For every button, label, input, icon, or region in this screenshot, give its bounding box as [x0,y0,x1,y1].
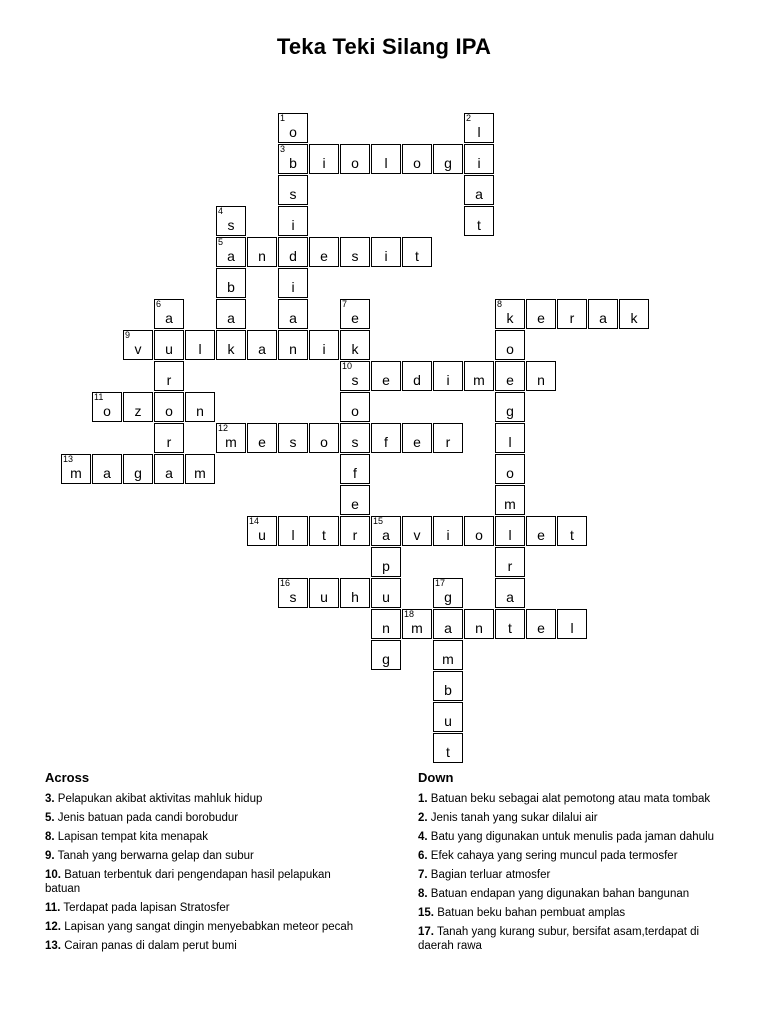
across-clue-list [45,792,365,953]
cell-letter: l [508,527,512,543]
crossword-cell[interactable] [526,361,556,391]
cell-letter: a [165,465,173,481]
cell-letter: e [320,248,328,264]
crossword-cell[interactable] [154,299,184,329]
clue-item [418,906,738,920]
cell-letter: l [477,124,481,140]
crossword-cell[interactable] [495,578,525,608]
crossword-cell[interactable] [557,299,587,329]
cell-letter: g [134,465,142,481]
crossword-cell[interactable] [278,268,308,298]
crossword-cell[interactable] [371,578,401,608]
crossword-cell[interactable] [464,206,494,236]
clue-item [418,925,738,953]
page-title: Teka Teki Silang IPA [276,34,492,59]
clue-number: 15 [373,516,384,526]
cell-letter: d [413,372,421,388]
cell-letter: e [537,527,545,543]
clue-number: 8. [418,888,428,900]
crossword-cell[interactable] [123,330,153,360]
cell-letter: o [289,124,297,140]
clue-text: Tanah yang berwarna gelap dan subur [54,850,254,862]
cell-letter: g [444,589,452,605]
cell-letter: h [351,589,359,605]
cell-letter: u [258,527,266,543]
crossword-cell[interactable] [154,423,184,453]
cell-letter: a [444,620,452,636]
crossword-cell[interactable] [185,454,215,484]
cell-letter: s [351,434,359,450]
crossword-cell[interactable] [464,361,494,391]
crossword-cell[interactable] [557,516,587,546]
cell-letter: i [446,527,450,543]
crossword-cell[interactable] [340,144,370,174]
crossword-cell[interactable] [433,144,463,174]
clue-item [418,849,738,863]
crossword-cell[interactable] [154,454,184,484]
cell-letter: k [227,341,235,357]
clue-number: 8 [497,299,503,309]
cell-letter: u [444,713,452,729]
cell-letter: u [382,589,390,605]
cell-letter: o [506,465,514,481]
cell-letter: i [291,217,295,233]
cell-letter: e [413,434,421,450]
cell-letter: o [413,155,421,171]
crossword-cell[interactable] [247,330,277,360]
crossword-cell[interactable] [464,113,494,143]
clue-text: Pelapukan akibat aktivitas mahluk hidup [54,793,263,805]
clue-item [418,811,738,825]
cell-letter: g [506,403,514,419]
cell-letter: r [166,372,172,388]
crossword-cell[interactable] [433,671,463,701]
cell-letter: e [537,310,545,326]
clue-item [45,849,365,863]
cell-letter: g [444,155,452,171]
crossword-cell[interactable] [123,392,153,422]
crossword-cell[interactable] [309,144,339,174]
clue-number: 3. [45,793,55,805]
cell-letter: t [415,248,419,264]
crossword-cell[interactable] [433,640,463,670]
crossword-cell[interactable] [464,516,494,546]
cell-letter: t [570,527,574,543]
cell-letter: a [103,465,111,481]
crossword-cell[interactable] [340,516,370,546]
crossword-cell[interactable] [278,113,308,143]
cell-letter: i [322,341,326,357]
crossword-cell[interactable] [340,299,370,329]
clue-number: 5 [218,237,224,247]
clue-number: 17 [435,578,446,588]
clue-text: Jenis tanah yang sukar dilalui air [427,812,598,824]
cell-letter: v [134,341,142,357]
cell-letter: s [351,248,359,264]
clue-number: 5. [45,812,55,824]
cell-letter: s [351,372,359,388]
clue-number: 12 [218,423,229,433]
cell-letter: l [198,341,202,357]
cell-letter: o [103,403,111,419]
crossword-cell[interactable] [402,237,432,267]
cell-letter: b [444,682,452,698]
crossword-cell[interactable] [278,237,308,267]
crossword-cell[interactable] [340,485,370,515]
crossword-cell[interactable] [464,175,494,205]
cell-letter: t [446,744,450,760]
cell-letter: m [70,465,82,481]
cell-letter: m [225,434,237,450]
clue-item [45,901,365,915]
across-heading: Across [45,770,90,785]
clue-number: 1. [418,793,428,805]
cell-letter: n [258,248,266,264]
cell-letter: t [322,527,326,543]
clue-number: 4 [218,206,224,216]
cell-letter: a [258,341,266,357]
clue-text: Batuan terbentuk dari pengendapan hasil pelapukan batuan [45,869,331,895]
crossword-cell[interactable] [371,547,401,577]
cell-letter: n [537,372,545,388]
cell-letter: p [382,558,390,574]
crossword-cell[interactable] [278,423,308,453]
cell-letter: m [442,651,454,667]
clue-item [418,792,738,806]
cell-letter: r [569,310,575,326]
clue-number: 13. [45,940,61,952]
clue-item [45,920,365,934]
crossword-cell[interactable] [433,702,463,732]
clue-number: 12. [45,921,61,933]
cell-letter: e [382,372,390,388]
crossword-cell[interactable] [216,299,246,329]
crossword-cell[interactable] [278,206,308,236]
cell-letter: u [165,341,173,357]
crossword-cell[interactable] [309,578,339,608]
cell-letter: s [289,434,297,450]
crossword-cell[interactable] [123,454,153,484]
clue-text: Batuan beku bahan pembuat amplas [434,907,626,919]
clue-item [418,887,738,901]
crossword-cell[interactable] [340,578,370,608]
cell-letter: r [166,434,172,450]
cell-letter: k [351,341,359,357]
clue-text: Batuan beku sebagai alat pemotong atau mata tombak [427,793,711,805]
clue-text: Batu yang digunakan untuk menulis pada jaman dahulu [427,831,715,843]
crossword-cell[interactable] [216,330,246,360]
cell-letter: m [473,372,485,388]
clue-number: 7. [418,869,428,881]
crossword-cell[interactable] [61,454,91,484]
clue-number: 16 [280,578,291,588]
crossword-cell[interactable] [216,423,246,453]
clue-number: 2. [418,812,428,824]
crossword-cell[interactable] [495,454,525,484]
cell-letter: l [570,620,574,636]
crossword-cell[interactable] [433,578,463,608]
cell-letter: a [599,310,607,326]
crossword-cell[interactable] [495,423,525,453]
cell-letter: d [289,248,297,264]
crossword-cell[interactable] [340,423,370,453]
cell-letter: o [320,434,328,450]
cell-letter: e [537,620,545,636]
cell-letter: a [289,310,297,326]
clue-item [45,811,365,825]
crossword-cell[interactable] [495,392,525,422]
clue-number: 4. [418,831,428,843]
clue-number: 10 [342,361,353,371]
crossword-cell[interactable] [495,330,525,360]
cell-letter: a [165,310,173,326]
crossword-cell[interactable] [340,237,370,267]
cell-letter: f [384,434,388,450]
crossword-cell[interactable] [340,392,370,422]
clue-number: 18 [404,609,415,619]
down-clue-list [418,792,738,953]
clue-number: 9. [45,850,55,862]
cell-letter: v [413,527,421,543]
crossword-cell[interactable] [216,237,246,267]
crossword-cell[interactable] [371,609,401,639]
crossword-cell[interactable] [402,361,432,391]
clue-text: Cairan panas di dalam perut bumi [61,940,237,952]
crossword-cell[interactable] [92,392,122,422]
crossword-cell[interactable] [495,485,525,515]
cell-letter: u [320,589,328,605]
clue-number: 7 [342,299,348,309]
crossword-cell[interactable] [247,516,277,546]
cell-letter: t [477,217,481,233]
crossword-cell[interactable] [526,609,556,639]
cell-letter: o [165,403,173,419]
clue-text: Lapisan yang sangat dingin menyebabkan meteor pecah [61,921,354,933]
crossword-cell[interactable] [278,144,308,174]
crossword-cell[interactable] [371,640,401,670]
clue-text: Terdapat pada lapisan Stratosfer [60,902,230,914]
cell-letter: n [289,341,297,357]
crossword-cell[interactable] [495,299,525,329]
clue-item [45,792,365,806]
cell-letter: i [291,279,295,295]
crossword-cell[interactable] [433,609,463,639]
clue-number: 13 [63,454,74,464]
crossword-cell[interactable] [526,516,556,546]
cell-letter: m [504,496,516,512]
down-heading: Down [418,770,454,785]
crossword-cell[interactable] [526,299,556,329]
cell-letter: n [475,620,483,636]
cell-letter: a [506,589,514,605]
clue-number: 10. [45,869,61,881]
clue-item [418,830,738,844]
cell-letter: k [630,310,638,326]
crossword-cell[interactable] [402,516,432,546]
crossword-cell[interactable] [309,237,339,267]
crossword-cell[interactable] [464,144,494,174]
crossword-cell[interactable] [495,361,525,391]
crossword-cell[interactable] [464,609,494,639]
cell-letter: f [353,465,357,481]
cell-letter: l [291,527,295,543]
cell-letter: e [351,496,359,512]
crossword-cell[interactable] [154,330,184,360]
crossword-cell[interactable] [433,733,463,763]
cell-letter: s [289,186,297,202]
cell-letter: e [258,434,266,450]
crossword-cell[interactable] [216,206,246,236]
clue-item [418,868,738,882]
clue-number: 1 [280,113,286,123]
clue-item [45,939,365,953]
crossword-cell[interactable] [247,423,277,453]
crossword-cell[interactable] [588,299,618,329]
crossword-cell[interactable] [247,237,277,267]
crossword-cell[interactable] [340,454,370,484]
cell-letter: r [352,527,358,543]
clue-text: Efek cahaya yang sering muncul pada termosfer [427,850,678,862]
crossword-cell[interactable] [216,268,246,298]
clue-number: 6. [418,850,428,862]
crossword-cell[interactable] [495,516,525,546]
down-clues [418,771,738,958]
clue-number: 8. [45,831,55,843]
cell-letter: b [227,279,235,295]
cell-letter: s [289,589,297,605]
cell-letter: e [351,310,359,326]
cell-letter: l [508,434,512,450]
cell-letter: z [134,403,142,419]
cell-letter: b [289,155,297,171]
crossword-cell[interactable] [371,423,401,453]
clue-text: Batuan endapan yang digunakan bahan bangunan [427,888,690,900]
cell-letter: a [382,527,390,543]
clue-text: Tanah yang kurang subur, bersifat asam,terdapat di daerah rawa [418,926,700,952]
crossword-cell[interactable] [557,609,587,639]
clue-item [45,830,365,844]
clue-number: 17. [418,926,434,938]
crossword-cell[interactable] [278,578,308,608]
clue-number: 15. [418,907,434,919]
clue-text: Jenis batuan pada candi borobudur [54,812,239,824]
cell-letter: i [446,372,450,388]
crossword-cell[interactable] [154,392,184,422]
cell-letter: i [384,248,388,264]
crossword-cell[interactable] [340,361,370,391]
crossword-cell[interactable] [433,516,463,546]
clue-number: 3 [280,144,286,154]
cell-letter: i [322,155,326,171]
clue-number: 6 [156,299,162,309]
crossword-cell[interactable] [371,516,401,546]
clue-number: 9 [125,330,131,340]
crossword-cell[interactable] [92,454,122,484]
crossword-cell[interactable] [185,330,215,360]
cell-letter: n [382,620,390,636]
crossword-cell[interactable] [433,361,463,391]
clue-text: Bagian terluar atmosfer [427,869,551,881]
clue-number: 2 [466,113,472,123]
crossword-cell[interactable] [619,299,649,329]
crossword-cell[interactable] [154,361,184,391]
cell-letter: r [507,558,513,574]
cell-letter: e [506,372,514,388]
crossword-cell[interactable] [278,330,308,360]
cell-letter: n [196,403,204,419]
cell-letter: a [475,186,483,202]
cell-letter: m [194,465,206,481]
crossword-cell[interactable] [278,175,308,205]
crossword-cell[interactable] [340,330,370,360]
cell-letter: o [475,527,483,543]
crossword-cell[interactable] [309,516,339,546]
crossword-cell[interactable] [278,299,308,329]
crossword-cell[interactable] [371,361,401,391]
crossword-cell[interactable] [495,609,525,639]
clue-text: Lapisan tempat kita menapak [54,831,209,843]
crossword-cell[interactable] [278,516,308,546]
crossword-cell[interactable] [371,237,401,267]
cell-letter: k [506,310,514,326]
clue-item [45,868,365,896]
across-clues [45,771,365,958]
clue-number: 14 [249,516,260,526]
cell-letter: a [227,248,235,264]
crossword-cell[interactable] [185,392,215,422]
cell-letter: i [477,155,481,171]
cell-letter: o [351,403,359,419]
clue-number: 11. [45,902,61,914]
cell-letter: l [384,155,388,171]
cell-letter: r [445,434,451,450]
cell-letter: o [351,155,359,171]
cell-letter: a [227,310,235,326]
cell-letter: s [227,217,235,233]
crossword-cell[interactable] [402,423,432,453]
cell-letter: o [506,341,514,357]
crossword-cell[interactable] [495,547,525,577]
crossword-cell[interactable] [402,144,432,174]
crossword-cell[interactable] [402,609,432,639]
crossword-cell[interactable] [433,423,463,453]
crossword-cell[interactable] [309,423,339,453]
crossword-cell[interactable] [371,144,401,174]
clue-number: 11 [94,392,104,402]
cell-letter: g [382,651,390,667]
crossword-cell[interactable] [309,330,339,360]
cell-letter: m [411,620,423,636]
cell-letter: t [508,620,512,636]
